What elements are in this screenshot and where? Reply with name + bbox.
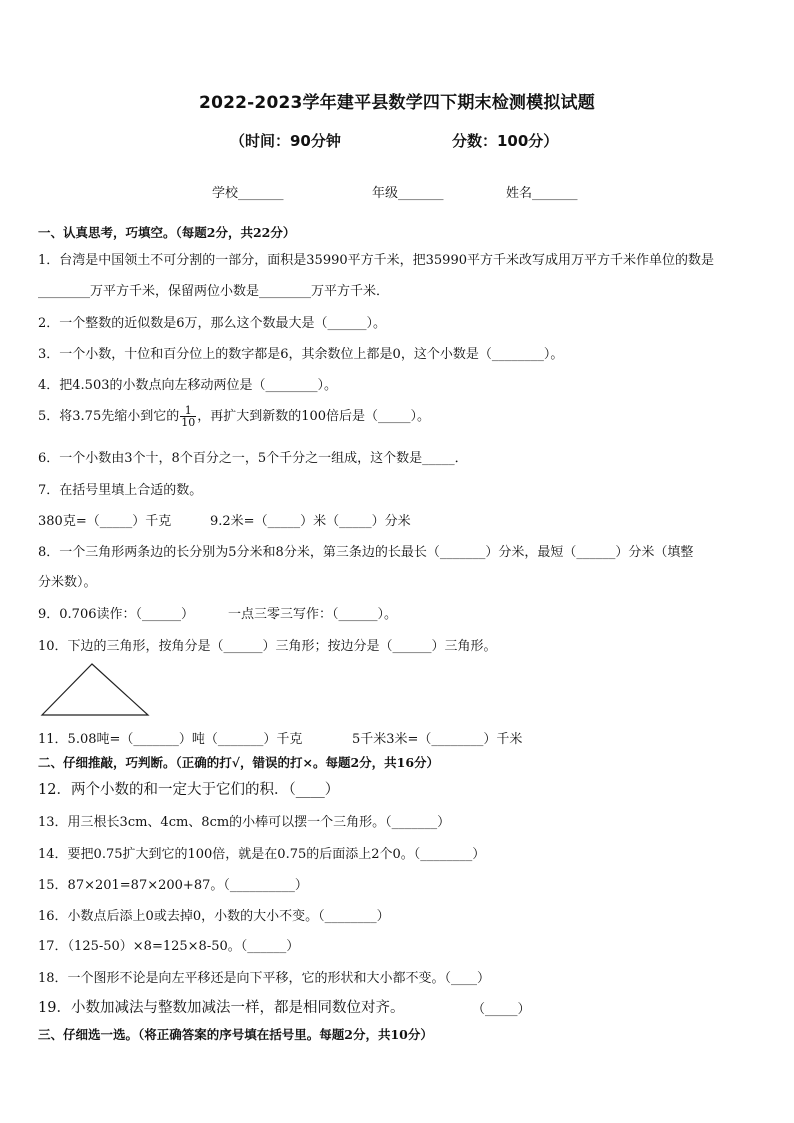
- question-5: [38, 405, 430, 428]
- fraction-one-tenth: [180, 405, 196, 428]
- grade-field: 年级_______: [372, 186, 444, 201]
- question-11-part-b: 5千米3米=（________）千米: [352, 732, 523, 747]
- page-title: 2022-2023学年建平县数学四下期末检测模拟试题: [199, 93, 595, 113]
- question-18: 18．一个图形不论是向左平移还是向下平移，它的形状和大小都不变。（____）: [38, 971, 491, 986]
- question-15: 15．87×201=87×200+87。（__________）: [38, 878, 308, 893]
- score-label: 分数：100分）: [452, 132, 559, 150]
- question-1-line-2: ________万平方千米，保留两位小数是________万平方千米．: [38, 284, 390, 299]
- fraction-numerator: 1: [180, 405, 196, 417]
- question-3: 3．一个小数，十位和百分位上的数字都是6，其余数位上都是0，这个小数是（________）。: [38, 347, 564, 362]
- question-8-line-1: 8．一个三角形两条边的长分别为5分米和8分米，第三条边的长最长（_______）分米，最短（______）分米（填整: [38, 545, 694, 560]
- question-19-answer-blank: （_____）: [472, 1002, 531, 1017]
- question-7: 7．在括号里填上合适的数。: [38, 483, 203, 498]
- question-19: 19．小数加减法与整数加减法一样，都是相同数位对齐。: [38, 1000, 405, 1016]
- section-1-heading: 一、认真思考，巧填空。（每题2分，共22分）: [38, 225, 296, 240]
- question-9-part-a: 9．0.706读作：（______）: [38, 607, 194, 622]
- question-7-part-b: 9.2米=（_____）米（_____）分米: [210, 514, 411, 529]
- question-17: 17．（125-50）×8=125×8-50。（______）: [38, 939, 300, 954]
- question-13: 13．用三根长3cm、4cm、8cm的小棒可以摆一个三角形。（_______）: [38, 815, 451, 830]
- question-10: 10．下边的三角形，按角分是（______）三角形；按边分是（______）三角形。: [38, 639, 497, 654]
- question-2: 2．一个整数的近似数是6万，那么这个数最大是（______）。: [38, 316, 387, 331]
- question-16: 16．小数点后添上0或去掉0，小数的大小不变。（________）: [38, 909, 390, 924]
- school-field: 学校_______: [212, 186, 284, 201]
- fraction-denominator: 10: [181, 416, 196, 429]
- question-11-part-a: 11．5.08吨=（_______）吨（_______）千克: [38, 732, 303, 747]
- question-6: 6．一个小数由3个十，8个百分之一，5个千分之一组成，这个数是_____．: [38, 451, 468, 466]
- question-12: 12．两个小数的和一定大于它们的积．（____）: [38, 782, 340, 798]
- question-5-part-1: 5．将3.75先缩小到它的: [38, 409, 180, 424]
- time-label: （时间：90分钟: [230, 132, 341, 150]
- question-5-part-2: ，再扩大到新数的100倍后是（_____）。: [197, 409, 431, 424]
- name-field: 姓名_______: [506, 186, 578, 201]
- question-1-line-1: 1．台湾是中国领土不可分割的一部分，面积是35990平方千米，把35990平方千米改写成用万平方千米作单位的数是: [38, 253, 714, 268]
- question-9-part-b: 一点三零三写作：（______）。: [228, 607, 398, 622]
- question-7-part-a: 380克=（_____）千克: [38, 514, 172, 529]
- question-14: 14．要把0.75扩大到它的100倍，就是在0.75的后面添上2个0。（________）: [38, 847, 486, 862]
- question-4: 4．把4.503的小数点向左移动两位是（________）。: [38, 378, 337, 393]
- question-8-line-2: 分米数）。: [38, 575, 97, 590]
- section-3-heading: 三、仔细选一选。（将正确答案的序号填在括号里。每题2分，共10分）: [38, 1027, 433, 1042]
- triangle-outline: [42, 664, 148, 715]
- obtuse-isosceles-triangle-figure: [40, 660, 152, 718]
- section-2-heading: 二、仔细推敲，巧判断。（正确的打√，错误的打×。每题2分，共16分）: [38, 755, 440, 770]
